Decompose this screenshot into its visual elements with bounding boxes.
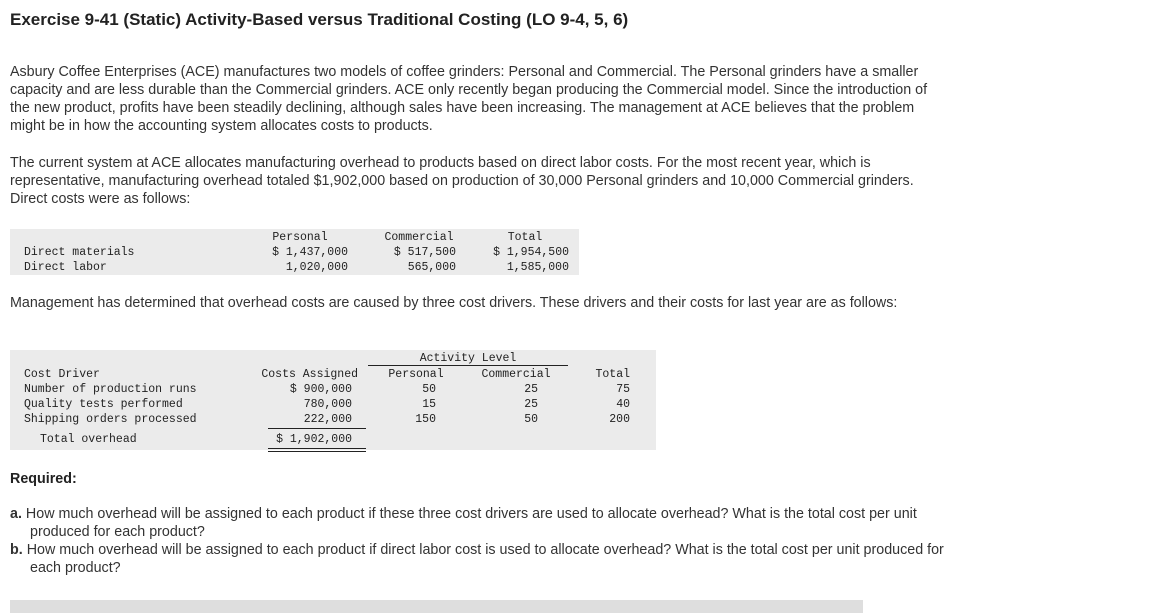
required-item-a-letter: a. <box>10 506 22 522</box>
direct-materials-label: Direct materials <box>24 246 135 259</box>
total-overhead-top-rule <box>268 428 366 429</box>
total-overhead-double-rule <box>268 448 366 452</box>
allocation-paragraph: The current system at ACE allocates manufacturing overhead to products based on direct labor costs. For the most recent year, which is representative, manufacturing overhead totaled $1,902,000 based on production of 30,000 Personal grinders and 10,000 Commercial grinders. Direct costs were as follows: <box>10 155 914 207</box>
required-item-a <box>10 505 960 541</box>
direct-labor-commercial: 565,000 <box>407 261 456 274</box>
direct-costs-header-personal: Personal <box>272 231 328 244</box>
total-overhead-label: Total overhead <box>40 433 137 446</box>
driver-row-cost: $ 900,000 <box>289 383 352 396</box>
driver-row-label: Quality tests performed <box>24 398 183 411</box>
activity-level-underline <box>368 365 568 366</box>
direct-materials-commercial: $ 517,500 <box>393 246 456 259</box>
driver-row-total: 40 <box>616 398 630 411</box>
driver-row-total: 75 <box>616 383 630 396</box>
driver-row-commercial: 25 <box>524 398 538 411</box>
direct-materials-total: $ 1,954,500 <box>493 246 569 259</box>
driver-row-label: Shipping orders processed <box>24 413 197 426</box>
costs-assigned-header: Costs Assigned <box>261 368 358 381</box>
driver-row-cost: 780,000 <box>303 398 352 411</box>
direct-costs-header-total: Total <box>507 231 543 244</box>
driver-row-total: 200 <box>609 413 630 426</box>
activity-total-header: Total <box>595 368 630 381</box>
driver-row-commercial: 25 <box>524 383 538 396</box>
required-item-a-text: How much overhead will be assigned to each product if these three cost drivers are used to allocate overhead? What is the total cost per unit produced for each product? <box>25 506 917 540</box>
required-item-b-letter: b. <box>10 542 23 558</box>
driver-row-cost: 222,000 <box>303 413 352 426</box>
required-item-b-text: How much overhead will be assigned to each product if direct labor cost is used to allocate overhead? What is the total cost per unit produced for each product? <box>26 542 944 576</box>
driver-row-commercial: 50 <box>524 413 538 426</box>
driver-row-personal: 15 <box>422 398 436 411</box>
direct-materials-personal: $ 1,437,000 <box>272 246 348 259</box>
activity-commercial-header: Commercial <box>481 368 551 381</box>
direct-labor-label: Direct labor <box>24 261 107 274</box>
driver-row-personal: 50 <box>422 383 436 396</box>
required-heading: Required: <box>10 471 77 487</box>
intro-paragraph: Asbury Coffee Enterprises (ACE) manufactures two models of coffee grinders: Personal and Commercial. The Personal grinders have a smaller capacity and are less durable than the Commercial grinders. ACE only recently began producing the Commercial model. Since the introduction of the new product, profits have been steadily declining, although sales have been increasing. The management at ACE believes that the problem might be in how the accounting system allocates costs to products. <box>10 64 928 134</box>
exercise-title: Exercise 9-41 (Static) Activity-Based versus Traditional Costing (LO 9-4, 5, 6) <box>10 10 629 29</box>
cost-drivers-paragraph: Management has determined that overhead costs are caused by three cost drivers. These drivers and their costs for last year are as follows: <box>10 295 898 311</box>
activity-level-header: Activity Level <box>419 352 517 365</box>
driver-row-label: Number of production runs <box>24 383 197 396</box>
answer-area-bar <box>10 600 863 613</box>
activity-personal-header: Personal <box>388 368 444 381</box>
driver-row-personal: 150 <box>415 413 436 426</box>
direct-costs-header-commercial: Commercial <box>384 231 454 244</box>
cost-driver-header: Cost Driver <box>24 368 100 381</box>
direct-labor-personal: 1,020,000 <box>285 261 348 274</box>
total-overhead-value: $ 1,902,000 <box>276 433 352 446</box>
direct-labor-total: 1,585,000 <box>506 261 569 274</box>
required-item-b <box>10 541 960 577</box>
